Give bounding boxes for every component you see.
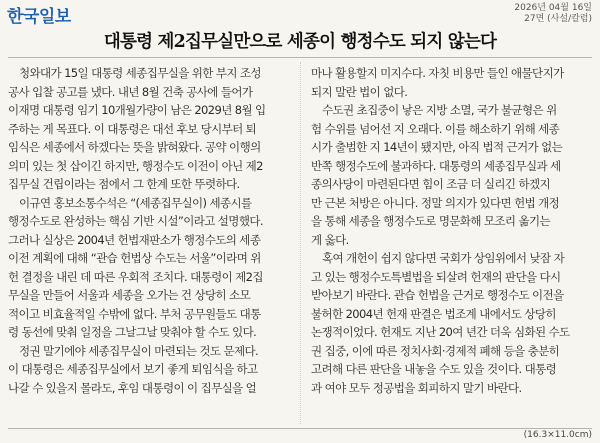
article-line: 과 여야 모두 정공법을 회피하지 말기 바란다. [311, 380, 522, 395]
page-section: 27면 (사설/칼럼) [524, 14, 592, 24]
article-line: 나갈 수 있을지 몰라도, 후임 대통령이 이 집무실을 얼 [8, 380, 257, 395]
newspaper-logo: 한국일보 [7, 7, 71, 27]
article-line: 종의사당이 마련된다면 힘이 조금 더 실리긴 하겠지 [311, 177, 551, 191]
article-line: 시가 출범한 지 14년이 됐지만, 아직 법적 근거가 없는 [311, 140, 563, 154]
article-line: 반쪽 행정수도에 불과하다. 대통령의 세종집무실과 세 [311, 158, 561, 173]
article-line: 마나 활용할지 미지수다. 자칫 비용만 들인 애물단지가 [311, 66, 564, 80]
article-line: 공사 입찰 공고를 냈다. 내년 8월 건축 공사에 들어가 [8, 84, 253, 99]
article-line: 되지 말란 법이 없다. [311, 84, 408, 99]
article-line: 권 집중, 이에 따른 정치사회·경제적 폐해 등을 충분히 [311, 343, 560, 358]
article-line: 령 동선에 맞춰 일정을 그날그날 맞춰야 할 수도 있다. [8, 325, 257, 339]
article-line: 이재명 대통령 임기 10개월가량이 남은 2029년 8월 입 [8, 103, 266, 117]
article-line: 주하는 게 목표다. 이 대통령은 대선 후보 당시부터 퇴 [8, 121, 257, 136]
article-line: 청와대가 15일 대통령 세종집무실을 위한 부지 조성 [19, 66, 261, 80]
article-line: 수도권 초집중이 낳은 지방 소멸, 국가 불균형은 위 [322, 103, 557, 117]
article-line: 게 옳다. [311, 232, 349, 247]
article-line: 험 수위를 넘어선 지 오래다. 이를 해소하기 위해 세종 [311, 121, 560, 136]
article-line: 헌 결정을 내린 데 따른 우회적 조치다. 대통령이 제2집 [8, 269, 263, 284]
article-line: 논쟁적이었다. 헌재도 지난 20여 년간 더욱 심화된 수도 [311, 325, 570, 339]
article-line: 이 대통령은 세종집무실에서 보기 좋게 퇴임식을 하고 [8, 362, 258, 376]
article-line: 이전 계획에 대해 “관습 헌법상 수도는 서울”이라며 위 [8, 251, 261, 265]
article-line: 임식은 세종에서 하겠다는 뜻을 밝혀왔다. 공약 이행의 [8, 140, 261, 154]
article-line: 만 근본 처방은 아니다. 정말 의지가 있다면 헌법 개정 [311, 195, 560, 210]
headline-rule [8, 57, 592, 58]
publication-meta [514, 3, 592, 25]
column-divider [300, 62, 301, 424]
headline: 대통령 제2집무실만으로 세종이 행정수도 되지 않는다 [103, 32, 497, 52]
article-column-right [311, 64, 593, 397]
article-line: 받아보기 바란다. 관습 헌법을 근거로 행정수도 이전을 [311, 288, 564, 302]
article-line: 적이고 비효율적일 수밖에 없다. 부처 공무원들도 대통 [8, 306, 261, 321]
article-line: 그러나 실상은 2004년 헌법재판소가 행정수도의 세종 [8, 232, 261, 247]
clipping-size-note: (16.3×11.0cm) [523, 430, 592, 440]
article-line: 이규연 홍보소통수석은 “(세종집무실이) 세종시를 [19, 195, 252, 210]
article-line: 정권 말기에야 세종집무실이 마련되는 것도 문제다. [19, 343, 259, 358]
article-line: 고려해 다른 판단을 내놓을 수도 있을 것이다. 대통령 [311, 362, 557, 376]
article-line: 집무실 건립이라는 점에서 그 한계 또한 뚜렷하다. [8, 177, 240, 191]
article-line: 을 통해 세종을 행정수도로 명문화해 모조리 옮기는 [311, 214, 551, 228]
article-column-left [8, 64, 290, 397]
article-line: 무실을 만들어 서울과 세종을 오가는 건 상당히 소모 [8, 288, 251, 302]
article-line: 혹여 개헌이 쉽지 않다면 국회가 상임위에서 낮잠 자 [322, 251, 565, 265]
article-line: 의미 있는 첫 삽이긴 하지만, 행정수도 이전이 아닌 제2 [8, 158, 263, 173]
article-line: 불허한 2004년 헌재 판결은 법조계 내에서도 상당히 [311, 306, 556, 321]
publication-date: 2026년 04월 16일 [514, 3, 592, 13]
bottom-rule [8, 428, 592, 429]
article-line: 고 있는 행정수도특별법을 되살려 헌재의 판단을 다시 [311, 269, 561, 284]
article-line: 행정수도로 완성하는 핵심 기반 시설”이라고 설명했다. [8, 214, 263, 228]
